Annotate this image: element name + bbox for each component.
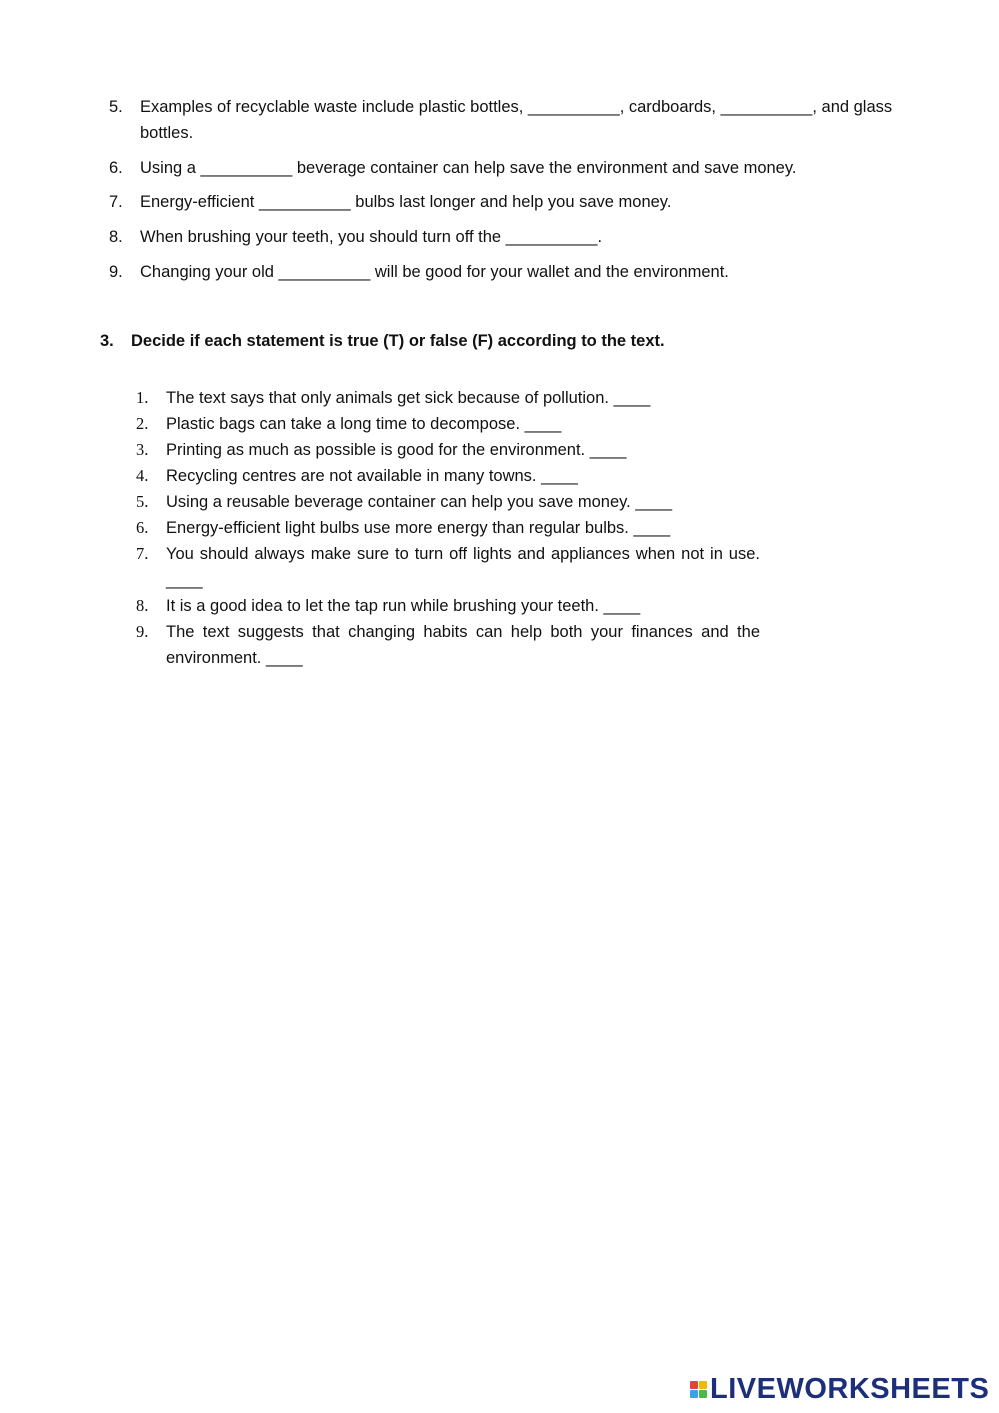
item-number: 4. (136, 466, 149, 485)
item-text: When brushing your teeth, you should turn off the __________. (140, 228, 603, 247)
item-number: 9. (109, 262, 123, 281)
item-text: Changing your old __________ will be good for your wallet and the environment. (140, 262, 729, 281)
logo-square-yellow (699, 1381, 707, 1389)
section-heading (100, 328, 665, 354)
item-number: 7. (109, 193, 123, 212)
item-text: Plastic bags can take a long time to decompose. ____ (166, 415, 562, 433)
item-text: Using a __________ beverage container can help save the environment and save money. (140, 158, 797, 177)
list-item (0, 385, 760, 411)
logo-square-blue (690, 1390, 698, 1398)
list-item (0, 515, 760, 541)
item-text: Energy-efficient light bulbs use more energy than regular bulbs. ____ (166, 519, 671, 537)
item-number: 9. (136, 622, 149, 641)
list-item (0, 189, 999, 215)
item-number: 1. (136, 388, 149, 407)
list-item (0, 619, 760, 671)
item-number: 2. (136, 414, 149, 433)
logo-square-red (690, 1381, 698, 1389)
list-item (0, 489, 760, 515)
list-item (0, 155, 999, 181)
list-item (0, 94, 999, 146)
true-false-list (0, 385, 760, 671)
list-item (0, 259, 999, 285)
fill-in-blank-list (0, 94, 999, 293)
item-number: 6. (136, 518, 149, 537)
list-item (0, 411, 760, 437)
item-text: It is a good idea to let the tap run while brushing your teeth. ____ (166, 597, 641, 615)
logo-square-green (699, 1390, 707, 1398)
item-text: Recycling centres are not available in many towns. ____ (166, 467, 578, 485)
liveworksheets-logo-icon (690, 1381, 707, 1398)
list-item (0, 463, 760, 489)
item-text: Printing as much as possible is good for the environment. ____ (166, 441, 627, 459)
item-number: 5. (109, 98, 123, 116)
list-item (0, 224, 999, 250)
item-number: 6. (109, 158, 123, 177)
section-title: Decide if each statement is true (T) or false (F) according to the text. (131, 332, 665, 350)
item-number: 5. (136, 492, 149, 511)
item-text: The text suggests that changing habits can help both your finances and the environment. ____ (166, 623, 760, 667)
item-text: Energy-efficient __________ bulbs last longer and help you save money. (140, 193, 672, 212)
item-text: Using a reusable beverage container can help you save money. ____ (166, 493, 673, 511)
list-item (0, 593, 760, 619)
item-number: 8. (136, 596, 149, 615)
list-item (0, 437, 760, 463)
liveworksheets-logo[interactable] (690, 1372, 989, 1406)
item-text: You should always make sure to turn off lights and appliances when not in use. ____ (166, 545, 760, 589)
item-text: The text says that only animals get sick because of pollution. ____ (166, 389, 651, 407)
list-item (0, 541, 760, 593)
item-number: 3. (136, 440, 149, 459)
item-text: Examples of recyclable waste include plastic bottles, __________, cardboards, __________, and glass bottles. (140, 98, 893, 142)
section-number: 3. (100, 332, 114, 350)
logo-text: LIVEWORKSHEETS (710, 1372, 990, 1405)
item-number: 8. (109, 228, 123, 247)
item-number: 7. (136, 544, 149, 563)
